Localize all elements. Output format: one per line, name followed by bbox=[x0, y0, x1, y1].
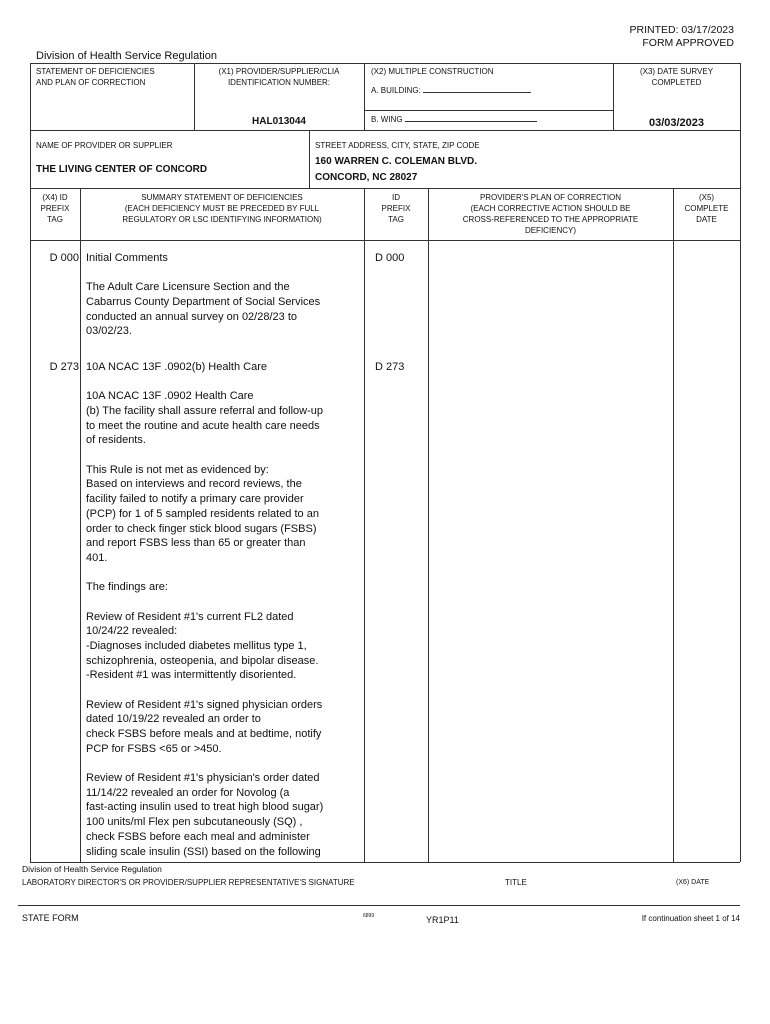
title-label: TITLE bbox=[505, 878, 527, 887]
id-header: ID PREFIX TAG bbox=[381, 193, 411, 224]
state-form-label: STATE FORM bbox=[22, 913, 79, 923]
paragraph: This Rule is not met as evidenced by: Based on interviews and record reviews, the facility failed to notify a primary care provider (PCP) for 1 of 5 sampled residents related to an order to check finger stick blood sugars (FSBS) and report FSBS less than 65 or greater than 401. bbox=[86, 463, 319, 564]
x2-label: (X2) MULTIPLE CONSTRUCTION bbox=[371, 67, 494, 76]
prefix-tag: D 000 bbox=[49, 252, 79, 264]
address-line1: 160 WARREN C. COLEMAN BLVD. bbox=[315, 156, 478, 167]
summary-header: SUMMARY STATEMENT OF DEFICIENCIES (EACH DEFICIENCY MUST BE PRECEDED BY FULL REGULATORY OR LSC IDENTIFYING INFORMATION) bbox=[122, 193, 322, 224]
printed-date: PRINTED: 03/17/2023 bbox=[629, 24, 734, 36]
footer-rule bbox=[18, 905, 740, 906]
wing-field bbox=[371, 114, 537, 125]
deficiency-text bbox=[86, 360, 362, 874]
survey-completed-date: 03/03/2023 bbox=[648, 117, 705, 129]
x4-header: (X4) ID PREFIX TAG bbox=[40, 193, 70, 224]
building-label: A. BUILDING: bbox=[371, 86, 421, 95]
address-label: STREET ADDRESS, CITY, STATE, ZIP CODE bbox=[315, 141, 480, 150]
statement-label: STATEMENT OF DEFICIENCIES AND PLAN OF CORRECTION bbox=[36, 67, 155, 87]
paragraph: Review of Resident #1's current FL2 dated 10/24/22 revealed: -Diagnoses included diabetes mellitus type 1, schizophrenia, osteopenia, and bipolar disease. -Resident #1 was intermittently disoriented. bbox=[86, 610, 319, 682]
prefix-tag: D 273 bbox=[49, 361, 79, 373]
paragraph: Review of Resident #1's signed physician orders dated 10/19/22 revealed an order to check FSBS before meals and at bedtime, notify PCP for FSBS <65 or >450. bbox=[86, 698, 323, 755]
paragraph: The findings are: bbox=[86, 581, 168, 594]
provider-name: THE LIVING CENTER OF CONCORD bbox=[36, 164, 208, 175]
paragraph: The Adult Care Licensure Section and the Cabarrus County Department of Social Services conducted an annual survey on 02/28/23 to 03/02/23. bbox=[86, 281, 321, 338]
paragraph: 10A NCAC 13F .0902(b) Health Care bbox=[86, 361, 267, 373]
continuation-sheet: If continuation sheet 1 of 14 bbox=[641, 914, 740, 923]
building-field bbox=[371, 85, 531, 96]
event-id: YR1P11 bbox=[426, 915, 459, 925]
x5-header: (X5) COMPLETE DATE bbox=[684, 193, 729, 224]
x6-date-label: (X6) DATE bbox=[676, 879, 710, 886]
x3-label: (X3) DATE SURVEY COMPLETED bbox=[639, 67, 714, 87]
division-title: Division of Health Service Regulation bbox=[36, 50, 217, 62]
signature-label: LABORATORY DIRECTOR'S OR PROVIDER/SUPPLIER REPRESENTATIVE'S SIGNATURE bbox=[22, 878, 355, 887]
wing-label: B. WING bbox=[371, 115, 403, 124]
form-number: 6899 bbox=[363, 913, 375, 919]
provider-id: HAL013044 bbox=[252, 116, 306, 127]
form-approved-label: FORM APPROVED bbox=[642, 37, 734, 49]
paragraph: Review of Resident #1's physician's order dated 11/14/22 revealed an order for Novolog (a fast-acting insulin used to treat high blood sugar) 100 units/ml Flex pen subcutaneously (SQ) , check FSBS before each meal and administer sliding scale insulin (SSI) based on the following bbox=[86, 772, 324, 858]
plan-header: PROVIDER'S PLAN OF CORRECTION (EACH CORRECTIVE ACTION SHOULD BE CROSS-REFERENCED TO THE APPROPRIATE DEFICIENCY) bbox=[462, 193, 639, 235]
id-prefix-tag: D 273 bbox=[375, 361, 405, 373]
address-line2: CONCORD, NC 28027 bbox=[315, 172, 418, 183]
footer-division: Division of Health Service Regulation bbox=[22, 864, 162, 874]
id-prefix-tag: D 000 bbox=[375, 252, 405, 264]
x1-label: (X1) PROVIDER/SUPPLIER/CLIA IDENTIFICATION NUMBER: bbox=[218, 67, 340, 87]
provider-name-label: NAME OF PROVIDER OR SUPPLIER bbox=[36, 141, 173, 150]
paragraph: 10A NCAC 13F .0902 Health Care (b) The facility shall assure referral and follow-up to meet the routine and acute health care needs of residents. bbox=[86, 390, 324, 447]
deficiency-text bbox=[86, 251, 362, 354]
paragraph: Initial Comments bbox=[86, 252, 168, 264]
